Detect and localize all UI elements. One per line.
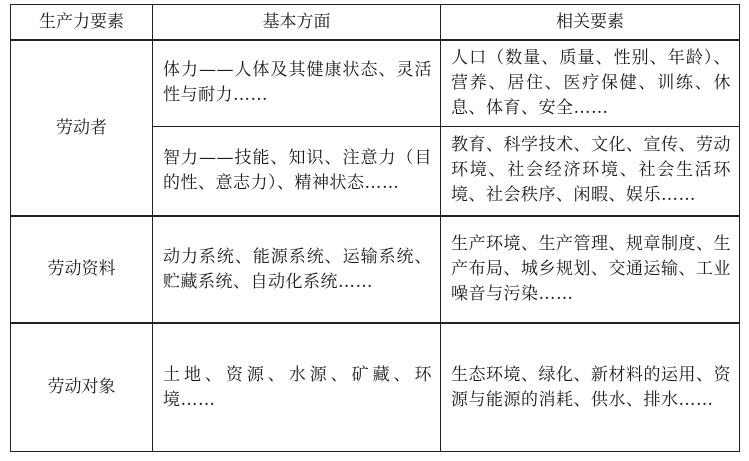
related-cell: 教育、科学技术、文化、宣传、劳动环境、社会经济环境、社会生活环境、社会秩序、闲暇、娱乐…… xyxy=(441,126,740,216)
factor-cell-means-of-labor: 劳动资料 xyxy=(11,216,153,323)
aspect-cell: 智力——技能、知识、注意力（目的性、意志力）、精神状态…… xyxy=(153,126,441,216)
header-aspect: 基本方面 xyxy=(153,5,441,41)
aspect-cell: 体力——人体及其健康状态、灵活性与耐力…… xyxy=(153,40,441,126)
table-row xyxy=(11,323,740,451)
factor-cell-laborer: 劳动者 xyxy=(11,40,153,216)
productivity-factors-table xyxy=(10,4,740,452)
aspect-cell: 土地、资源、水源、矿藏、环境…… xyxy=(153,323,441,451)
table-row xyxy=(11,40,740,126)
table-row xyxy=(11,216,740,323)
related-cell: 人口（数量、质量、性别、年龄）、营养、居住、医疗保健、训练、休息、体育、安全…… xyxy=(441,40,740,126)
related-cell: 生产环境、生产管理、规章制度、生产布局、城乡规划、交通运输、工业噪音与污染…… xyxy=(441,216,740,323)
header-row xyxy=(11,5,740,41)
factor-cell-object-of-labor: 劳动对象 xyxy=(11,323,153,451)
aspect-cell: 动力系统、能源系统、运输系统、贮藏系统、自动化系统…… xyxy=(153,216,441,323)
header-related: 相关要素 xyxy=(441,5,740,41)
related-cell: 生态环境、绿化、新材料的运用、资源与能源的消耗、供水、排水…… xyxy=(441,323,740,451)
header-factor: 生产力要素 xyxy=(11,5,153,41)
